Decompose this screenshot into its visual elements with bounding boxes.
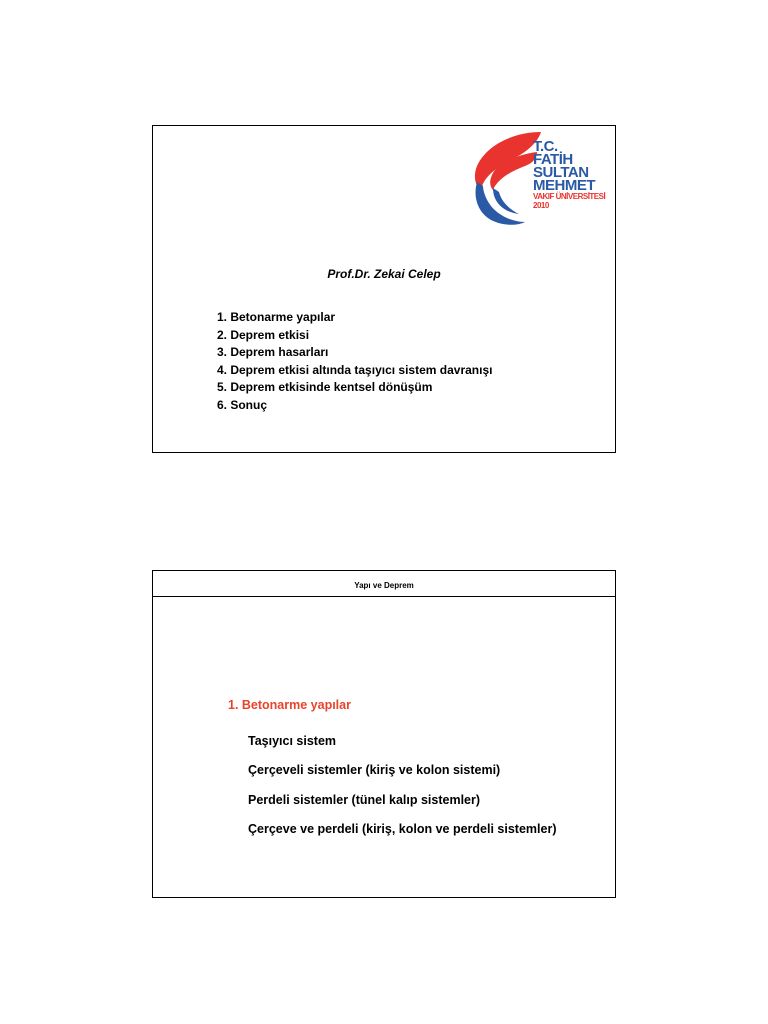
toc-item: 3. Deprem hasarları [217, 345, 329, 359]
logo-line: T.C. [533, 138, 558, 155]
slide-2 [152, 570, 616, 898]
logo-wordmark [533, 140, 613, 210]
section-items [248, 727, 556, 844]
toc-item: 6. Sonuç [217, 397, 268, 412]
table-of-contents [217, 309, 492, 414]
logo-subline: VAKIF ÜNİVERSİTESİ [533, 192, 606, 201]
slide-1 [152, 125, 616, 453]
list-item: Taşıyıcı sistem [248, 734, 337, 748]
toc-item: 5. Deprem etkisinde kentsel dönüşüm [217, 380, 433, 394]
slide-header-title: Yapı ve Deprem [354, 581, 414, 590]
toc-item: 1. Betonarme yapılar [217, 310, 336, 324]
list-item: Perdeli sistemler (tünel kalıp sistemler) [248, 792, 481, 807]
list-item: Çerçeve ve perdeli (kiriş, kolon ve perdeli sistemler) [248, 821, 557, 836]
list-item: Çerçeveli sistemler (kiriş ve kolon sistemi) [248, 763, 501, 778]
section-title: 1. Betonarme yapılar [228, 698, 351, 712]
logo-line: SULTAN [533, 164, 589, 181]
slide-header [153, 571, 615, 597]
logo-line: MEHMET [533, 177, 595, 194]
logo-line: FATİH [533, 151, 573, 168]
author-name: Prof.Dr. Zekai Celep [327, 267, 441, 281]
logo-subline: 2010 [533, 201, 549, 210]
toc-item: 4. Deprem etkisi altında taşıyıcı sistem davranışı [217, 362, 493, 377]
university-logo [469, 130, 615, 230]
toc-item: 2. Deprem etkisi [217, 327, 310, 342]
